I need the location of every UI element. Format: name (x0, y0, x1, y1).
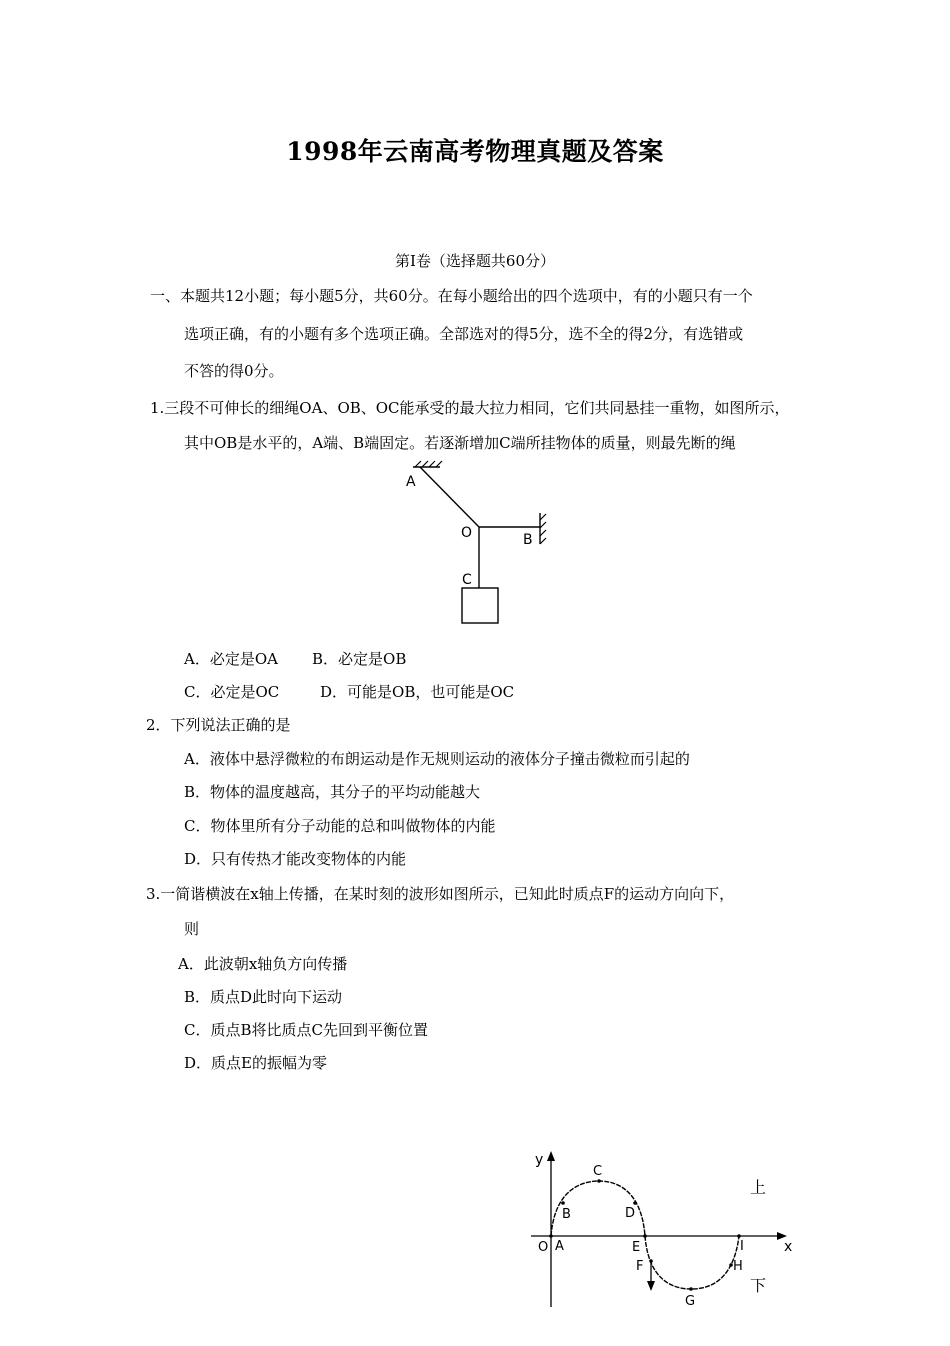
label-g: G (685, 1294, 696, 1309)
y-axis-arrow (547, 1151, 555, 1161)
q2-option-b: B．物体的温度越高，其分子的平均动能越大 (184, 783, 481, 801)
label-c: C (593, 1164, 603, 1179)
instructions-line-1: 一、本题共12小题；每小题5分，共60分。在每小题给出的四个选项中，有的小题只有一个 (150, 287, 753, 305)
label-b: B (562, 1207, 571, 1222)
label-a: A (555, 1239, 564, 1254)
q1-option-b: B．必定是OB (312, 650, 407, 668)
q1-rope-figure (400, 460, 560, 630)
label-c: C (462, 572, 472, 588)
wall-hatch (540, 514, 546, 544)
label-d: D (625, 1206, 636, 1221)
q3-option-c: C．质点B将比质点C先回到平衡位置 (184, 1021, 428, 1039)
section-heading: 第Ⅰ卷（选择题共60分） (394, 252, 555, 270)
label-up: 上 (750, 1178, 767, 1197)
label-i: I (740, 1239, 744, 1254)
label-h: H (733, 1259, 743, 1274)
q3-wave-figure (525, 1145, 805, 1315)
instructions-line-3: 不答的得0分。 (184, 362, 284, 380)
label-x: x (784, 1239, 793, 1255)
label-f: F (636, 1259, 644, 1274)
instructions-line-2: 选项正确，有的小题有多个选项正确。全部选对的得5分，选不全的得2分，有选错或 (184, 325, 744, 343)
label-o: O (538, 1240, 549, 1255)
q2-option-d: D．只有传热才能改变物体的内能 (184, 850, 407, 868)
label-down: 下 (750, 1276, 767, 1295)
wave-points (549, 1179, 741, 1291)
q2-stem: 2．下列说法正确的是 (146, 716, 291, 734)
q1-option-a: A．必定是OA (184, 650, 278, 668)
label-y: y (535, 1152, 544, 1168)
q3-option-d: D．质点E的振幅为零 (184, 1054, 327, 1072)
q3-stem-line-2: 则 (184, 920, 200, 938)
hanging-weight (462, 588, 498, 623)
ceiling-hatch (415, 461, 442, 467)
rope-oa (420, 467, 479, 527)
label-b: B (523, 532, 533, 548)
label-o: O (461, 525, 473, 541)
q1-stem-line-2: 其中OB是水平的，A端、B端固定。若逐渐增加C端所挂物体的质量，则最先断的绳 (184, 434, 736, 452)
q3-option-a: A．此波朝x轴负方向传播 (178, 955, 348, 973)
q2-option-c: C．物体里所有分子动能的总和叫做物体的内能 (184, 817, 496, 835)
label-e: E (632, 1240, 641, 1255)
q2-option-a: A．液体中悬浮微粒的布朗运动是作无规则运动的液体分子撞击微粒而引起的 (184, 750, 690, 768)
f-arrow-head (647, 1281, 655, 1291)
page-title: 1998年云南高考物理真题及答案 (286, 137, 664, 166)
label-a: A (406, 474, 416, 490)
q3-option-b: B．质点D此时向下运动 (184, 988, 343, 1006)
q1-option-d: D．可能是OB，也可能是OC (320, 683, 515, 701)
q1-stem-line-1: 1.三段不可伸长的细绳OA、OB、OC能承受的最大拉力相同，它们共同悬挂一重物，如图所示， (150, 399, 790, 417)
q1-option-c: C．必定是OC (184, 683, 280, 701)
q3-stem-line-1: 3.一简谐横波在x轴上传播，在某时刻的波形如图所示，已知此时质点F的运动方向向下， (146, 885, 735, 903)
